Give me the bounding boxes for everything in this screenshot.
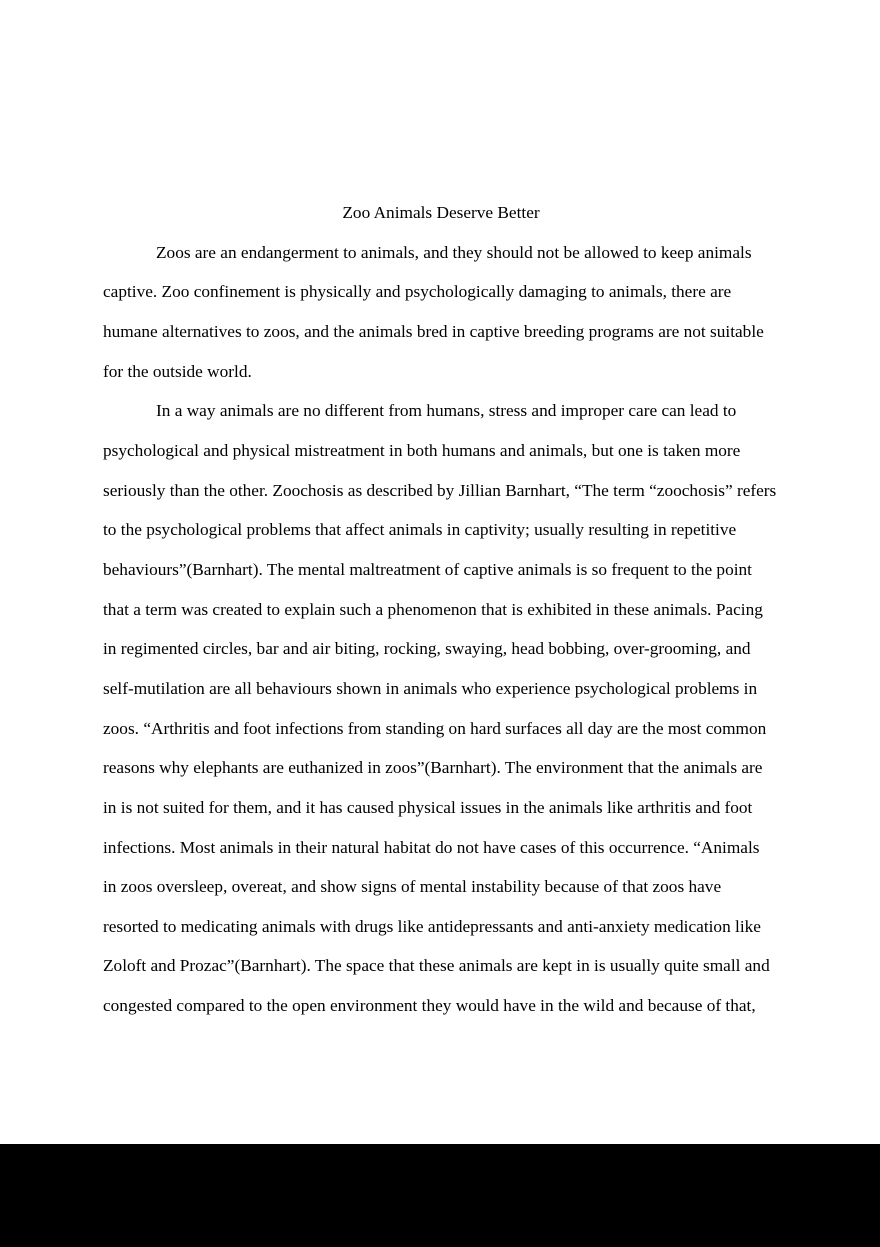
text-line: in is not suited for them, and it has caused physical issues in the animals like arthritis and foot (103, 797, 753, 817)
essay-title: Zoo Animals Deserve Better (342, 203, 540, 222)
text-line: zoos. “Arthritis and foot infections from standing on hard surfaces all day are the most common (103, 718, 767, 738)
text-line: that a term was created to explain such a phenomenon that is exhibited in these animals. Pacing (103, 599, 763, 619)
text-line: captive. Zoo confinement is physically and psychologically damaging to animals, there are (103, 282, 732, 302)
text-line: congested compared to the open environment they would have in the wild and because of that, (103, 996, 756, 1016)
text-line: resorted to medicating animals with drugs like antidepressants and anti-anxiety medication like (103, 916, 761, 936)
text-line: in regimented circles, bar and air biting, rocking, swaying, head bobbing, over-grooming, and (103, 639, 751, 659)
text-line: reasons why elephants are euthanized in zoos”(Barnhart). The environment that the animals are (103, 758, 763, 778)
document-body (103, 233, 779, 1026)
text-line: In a way animals are no different from humans, stress and improper care can lead to (156, 401, 737, 421)
letterbox-bottom (0, 1144, 880, 1247)
essay-page (103, 193, 779, 1026)
text-line: Zoloft and Prozac”(Barnhart). The space that these animals are kept in is usually quite small and (103, 956, 770, 976)
text-line: for the outside world. (103, 361, 252, 381)
text-line: behaviours”(Barnhart). The mental maltreatment of captive animals is so frequent to the point (103, 559, 752, 579)
text-line: infections. Most animals in their natural habitat do not have cases of this occurrence. “Animals (103, 837, 760, 857)
text-line: psychological and physical mistreatment in both humans and animals, but one is taken more (103, 440, 741, 460)
text-line: seriously than the other. Zoochosis as described by Jillian Barnhart, “The term “zoochosis” refers (103, 480, 777, 500)
text-line: Zoos are an endangerment to animals, and they should not be allowed to keep animals (156, 242, 752, 262)
text-line: self-mutilation are all behaviours shown in animals who experience psychological problems in (103, 678, 758, 698)
text-line: in zoos oversleep, overeat, and show signs of mental instability because of that zoos have (103, 877, 722, 897)
text-line: humane alternatives to zoos, and the animals bred in captive breeding programs are not suitable (103, 321, 764, 341)
text-line: to the psychological problems that affect animals in captivity; usually resulting in repetitive (103, 520, 737, 540)
